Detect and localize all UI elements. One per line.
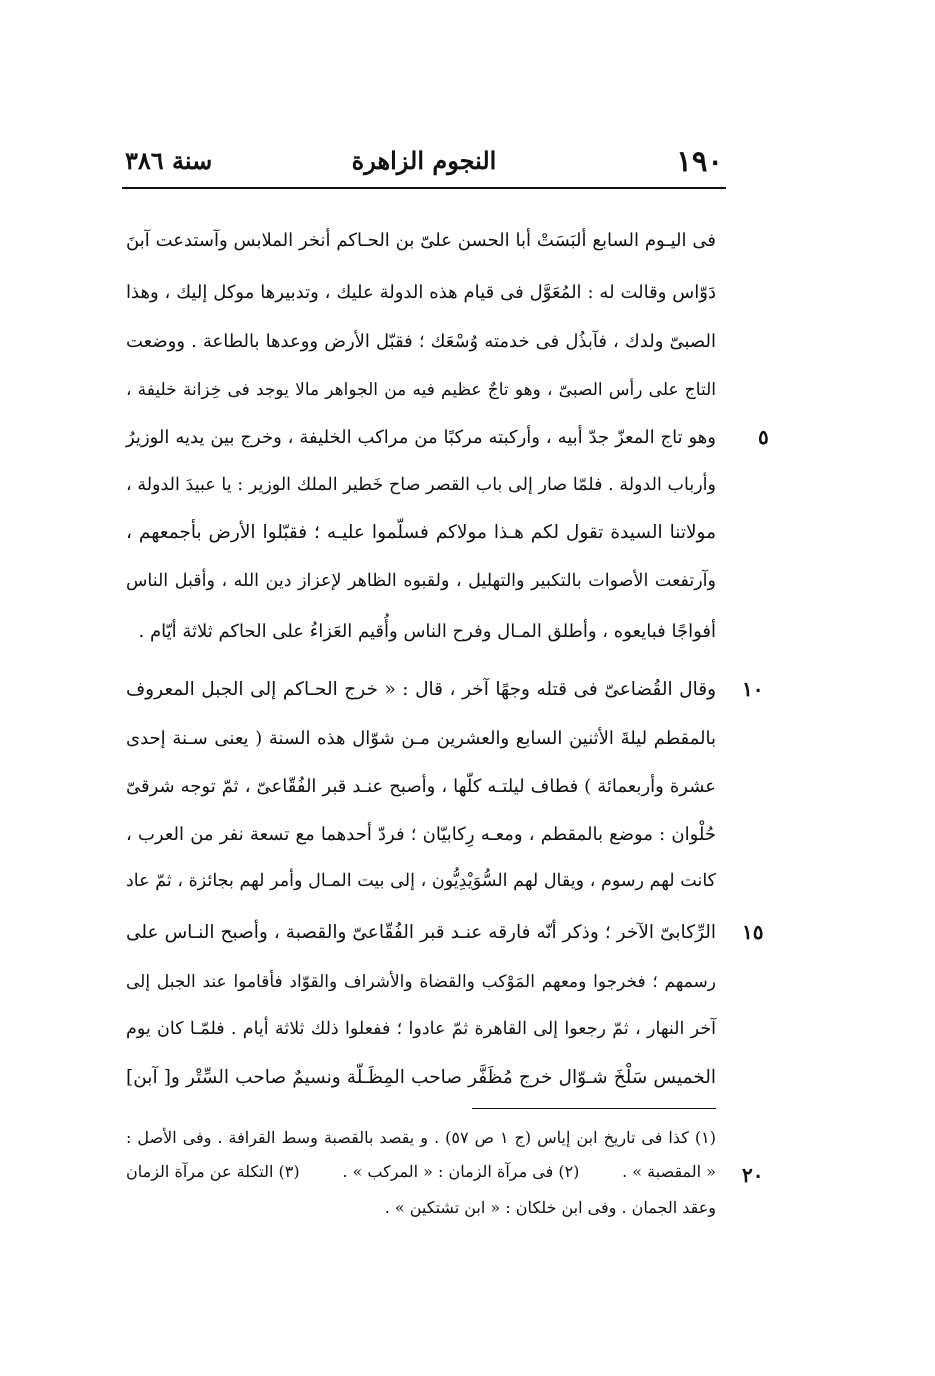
- margin-line-number: ٢٠: [742, 1163, 764, 1187]
- text-line: الرِّكابىّ الآخر ؛ وذكر أنّه فارقه عنـد قبر الفُقّاعىّ والقصبة ، وأصبح النـاس على: [126, 922, 716, 943]
- text-line: وهو تاج المعزّ جدّ أبيه ، وأركبته مركبًا من مراكب الخليفة ، وخرج بين يديه الوزيرُ: [126, 427, 716, 448]
- footnote-fragment: (٢) فى مرآة الزمان : « المركب » .: [342, 1162, 580, 1181]
- footnote-line: وعقد الجمان . وفى ابن خلكان : « ابن تشتكين » .: [384, 1198, 716, 1217]
- text-line: وآرتفعت الأصوات بالتكبير والتهليل ، ولقبوه الظاهر لإعزاز دين الله ، وأقبل الناس: [126, 571, 716, 591]
- text-line: حُلْوان : موضع بالمقطم ، ومعـه رِكابيّان ؛ فردّ أحدهما مع تسعة نفر من العرب ،: [126, 824, 716, 845]
- text-line: الخميس سَلْخَ شـوّال خرج مُظَفَّر صاحب المِظَـلّة ونسيمٌ صاحب السِّتْر و[ آبن]: [126, 1067, 716, 1088]
- footnote-line: (١) كذا فى تاريخ ابن إياس (ج ١ ص ٥٧) . و يقصد بالقصبة وسط القرافة . وفى الأصل :: [126, 1128, 716, 1147]
- footnote-line: [126, 1160, 716, 1184]
- text-line: وقال القُضاعىّ فى قتله وجهًا آخر ، قال : « خرج الحـاكم إلى الجبل المعروف: [126, 679, 716, 700]
- footnote-rule: [472, 1108, 716, 1109]
- header-rule: [122, 187, 726, 189]
- text-line: الصبىّ ولدك ، فآبذُل فى خدمته وُسْعَك ؛ فقبّل الأرض ووعدها بالطاعة . ووضعت: [126, 331, 716, 352]
- margin-line-number: ٥: [758, 425, 769, 449]
- text-line: مولاتنا السيدة تقول لكم هـذا مولاكم فسلّموا عليـه ؛ فقبّلوا الأرض بأجمعهم ،: [126, 522, 716, 543]
- text-line: أفواجًا فبايعوه ، وأطلق المـال وفرح الناس وأُقيم العَزاءُ على الحاكم ثلاثة أيّام .: [138, 621, 716, 642]
- footnote-fragment: « المقصبة » .: [622, 1162, 716, 1181]
- year-label: سنة ٣٨٦: [125, 146, 213, 175]
- page-number: ١٩٠: [676, 144, 723, 178]
- text-line: كانت لهم رسوم ، ويقال لهم السُّوَيْدِيُّون ، إلى بيت المـال وأمر لهم بجائزة ، ثمّ عاد: [126, 871, 716, 891]
- text-line: عشرة وأربعمائة ) فطاف ليلتـه كلّها ، وأصبح عنـد قبر الفُقّاعىّ ، ثمّ توجه شرقىّ: [126, 776, 716, 797]
- margin-line-number: ١٠: [742, 677, 764, 701]
- running-title: النجوم الزاهرة: [351, 146, 497, 175]
- footnote-fragment: (٣) التكلة عن مرآة الزمان: [126, 1162, 300, 1181]
- text-line: دَوّاس وقالت له : المُعَوَّل فى قيام هذه الدولة عليك ، وتدبيرها موكل إليك ، وهذا: [126, 282, 716, 303]
- text-line: بالمقطم ليلةَ الأثنين السابع والعشرين مـن شوّال هذه السنة ( يعنى سـنة إحدى: [126, 728, 716, 749]
- text-line: رسمهم ؛ فخرجوا ومعهم المَوْكب والقضاة والأشراف والقوّاد فأقاموا عند الجبل إلى: [126, 972, 716, 992]
- text-line: فى اليـوم السابع ألبَسَتْ أبا الحسن علىّ بن الحـاكم أنخر الملابس وآستدعت آبنَ: [126, 230, 716, 251]
- text-line: وأرباب الدولة . فلمّا صار إلى باب القصر صاح خَطير الملك الوزير : يا عبيدَ الدولة ،: [126, 475, 716, 495]
- text-line: التاج على رأس الصبىّ ، وهو تاجٌ عظيم فيه من الجواهر مالا يوجد فى خِزانة خليفة ،: [126, 380, 716, 400]
- text-line: آخر النهار ، ثمّ رجعوا إلى القاهرة ثمّ عادوا ؛ ففعلوا ذلك ثلاثة أيام . فلمّـا كان يوم: [126, 1019, 716, 1039]
- margin-line-number: ١٥: [742, 920, 764, 944]
- page-header: [125, 144, 723, 184]
